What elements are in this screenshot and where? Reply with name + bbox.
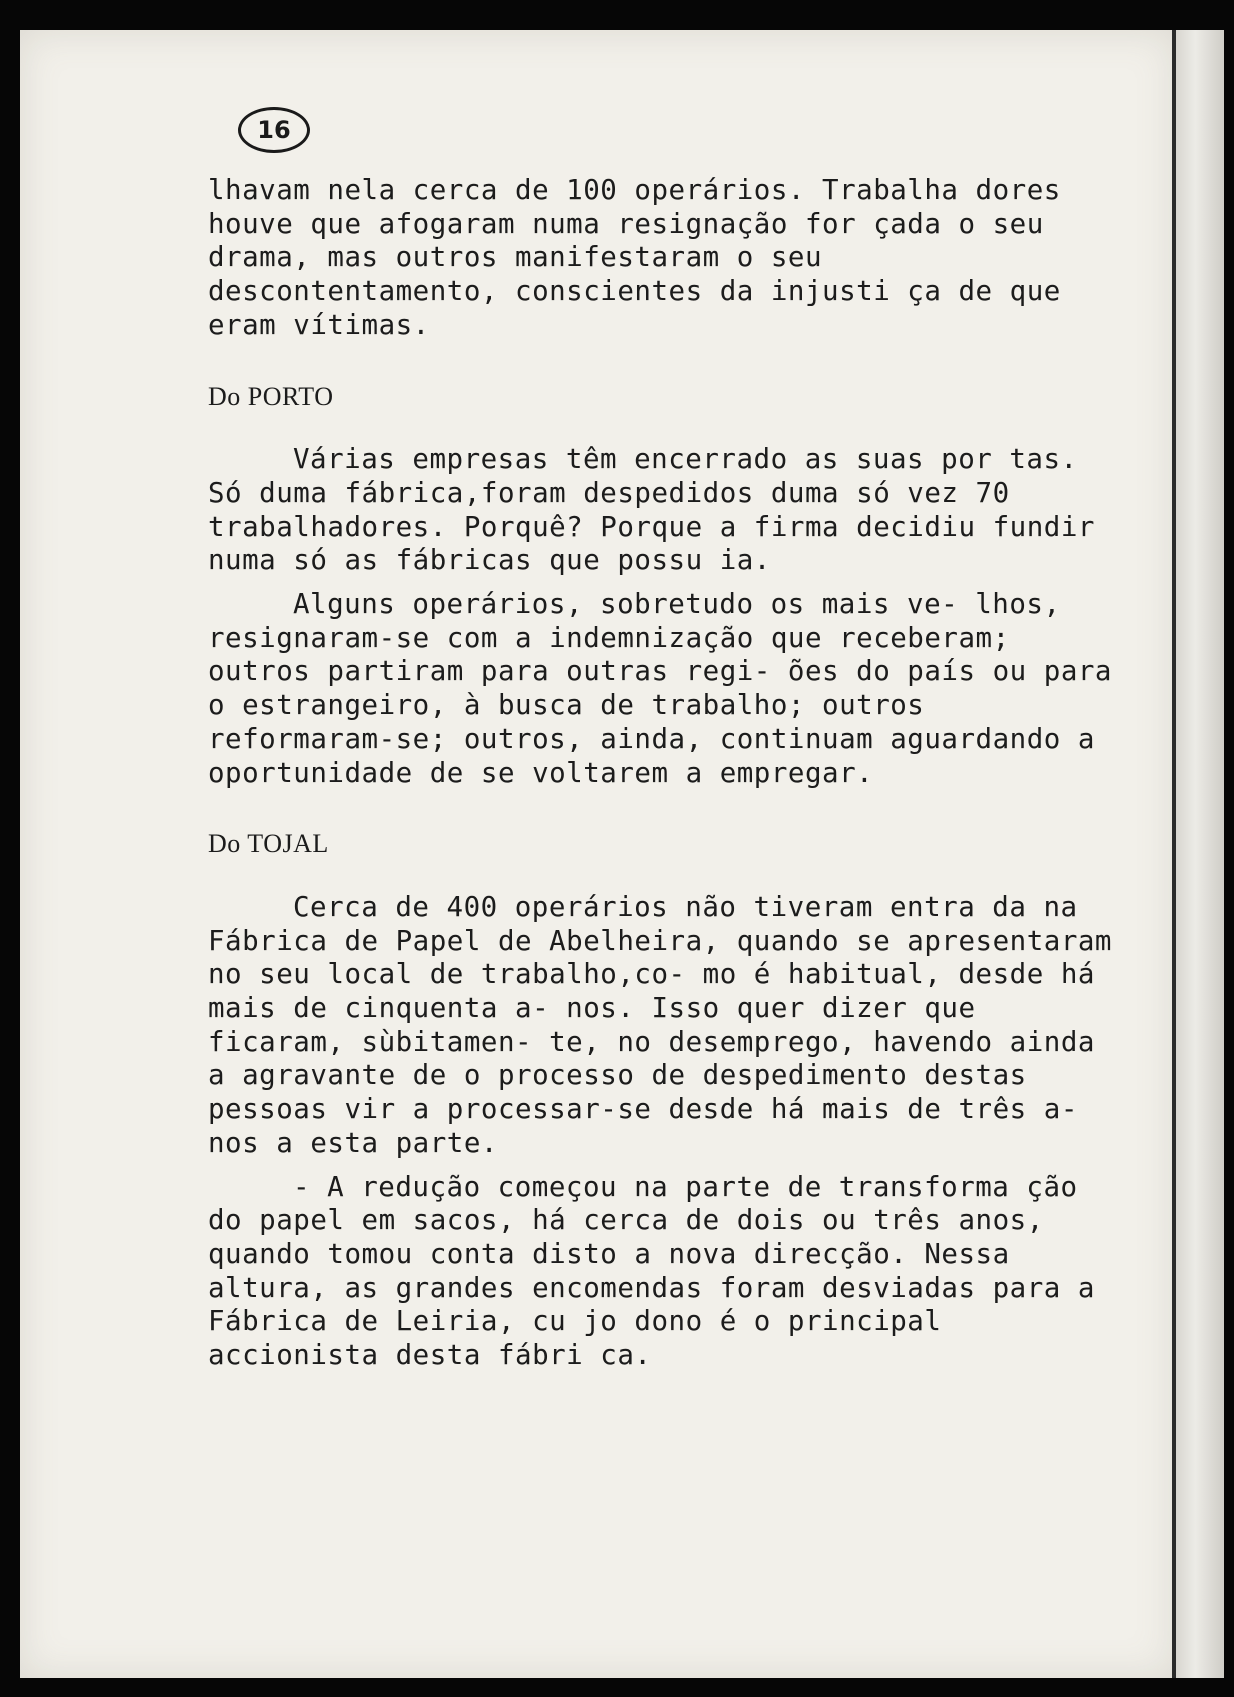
body-text [208, 174, 1130, 1373]
spacer [208, 861, 1123, 891]
paragraph-5: - A redução começou na parte de transforma ção do papel em sacos, há cerca de dois ou três anos, quando tomou conta disto a nova direcção. Nessa altura, as grandes encomendas foram desviadas para a Fábrica de Leiria, cu jo dono é o principal accionista desta fábri ca. [208, 1170, 1112, 1372]
next-page-edge [1176, 30, 1224, 1678]
spacer [208, 343, 1123, 380]
spacer [208, 1161, 1123, 1171]
paragraph-4: Cerca de 400 operários não tiveram entra da na Fábrica de Papel de Abelheira, quando se apresentaram no seu local de trabalho,co- mo é habitual, desde há mais de cinquenta a- nos. Isso quer dizer que ficaram, sùbitamen- te, no desemprego, havendo ainda a agravante de o processo de despedimento destas pessoas vir a processar-se desde há mais de três a- nos a esta parte. [208, 890, 1130, 1159]
paragraph-3: Alguns operários, sobretudo os mais ve- lhos, resignaram-se com a indemnização que receberam; outros partiram para outras regi- ões do país ou para o estrangeiro, à busca de trabalho; outros reformaram-se; outros, ainda, continuam aguardando a oportunidade de se voltarem a empregar. [208, 588, 1130, 789]
section-heading-tojal: Do TOJAL [208, 829, 329, 859]
section-heading-porto: Do PORTO [208, 381, 334, 411]
paragraph-1: lhavam nela cerca de 100 operários. Trabalha dores houve que afogaram numa resignação for çada o seu drama, mas outros manifestaram o seu descontentamento, conscientes da injusti ça de que eram vítimas. [208, 174, 1078, 341]
spacer [208, 413, 1123, 443]
page-number-circle: 16 [238, 107, 310, 153]
spacer [208, 578, 1123, 588]
paragraph-2: Várias empresas têm encerrado as suas por tas. Só duma fábrica,foram despedidos duma só vez 70 trabalhadores. Porquê? Porque a firma decidiu fundir numa só as fábricas que possu ia. [208, 443, 1112, 577]
spacer [208, 790, 1123, 827]
